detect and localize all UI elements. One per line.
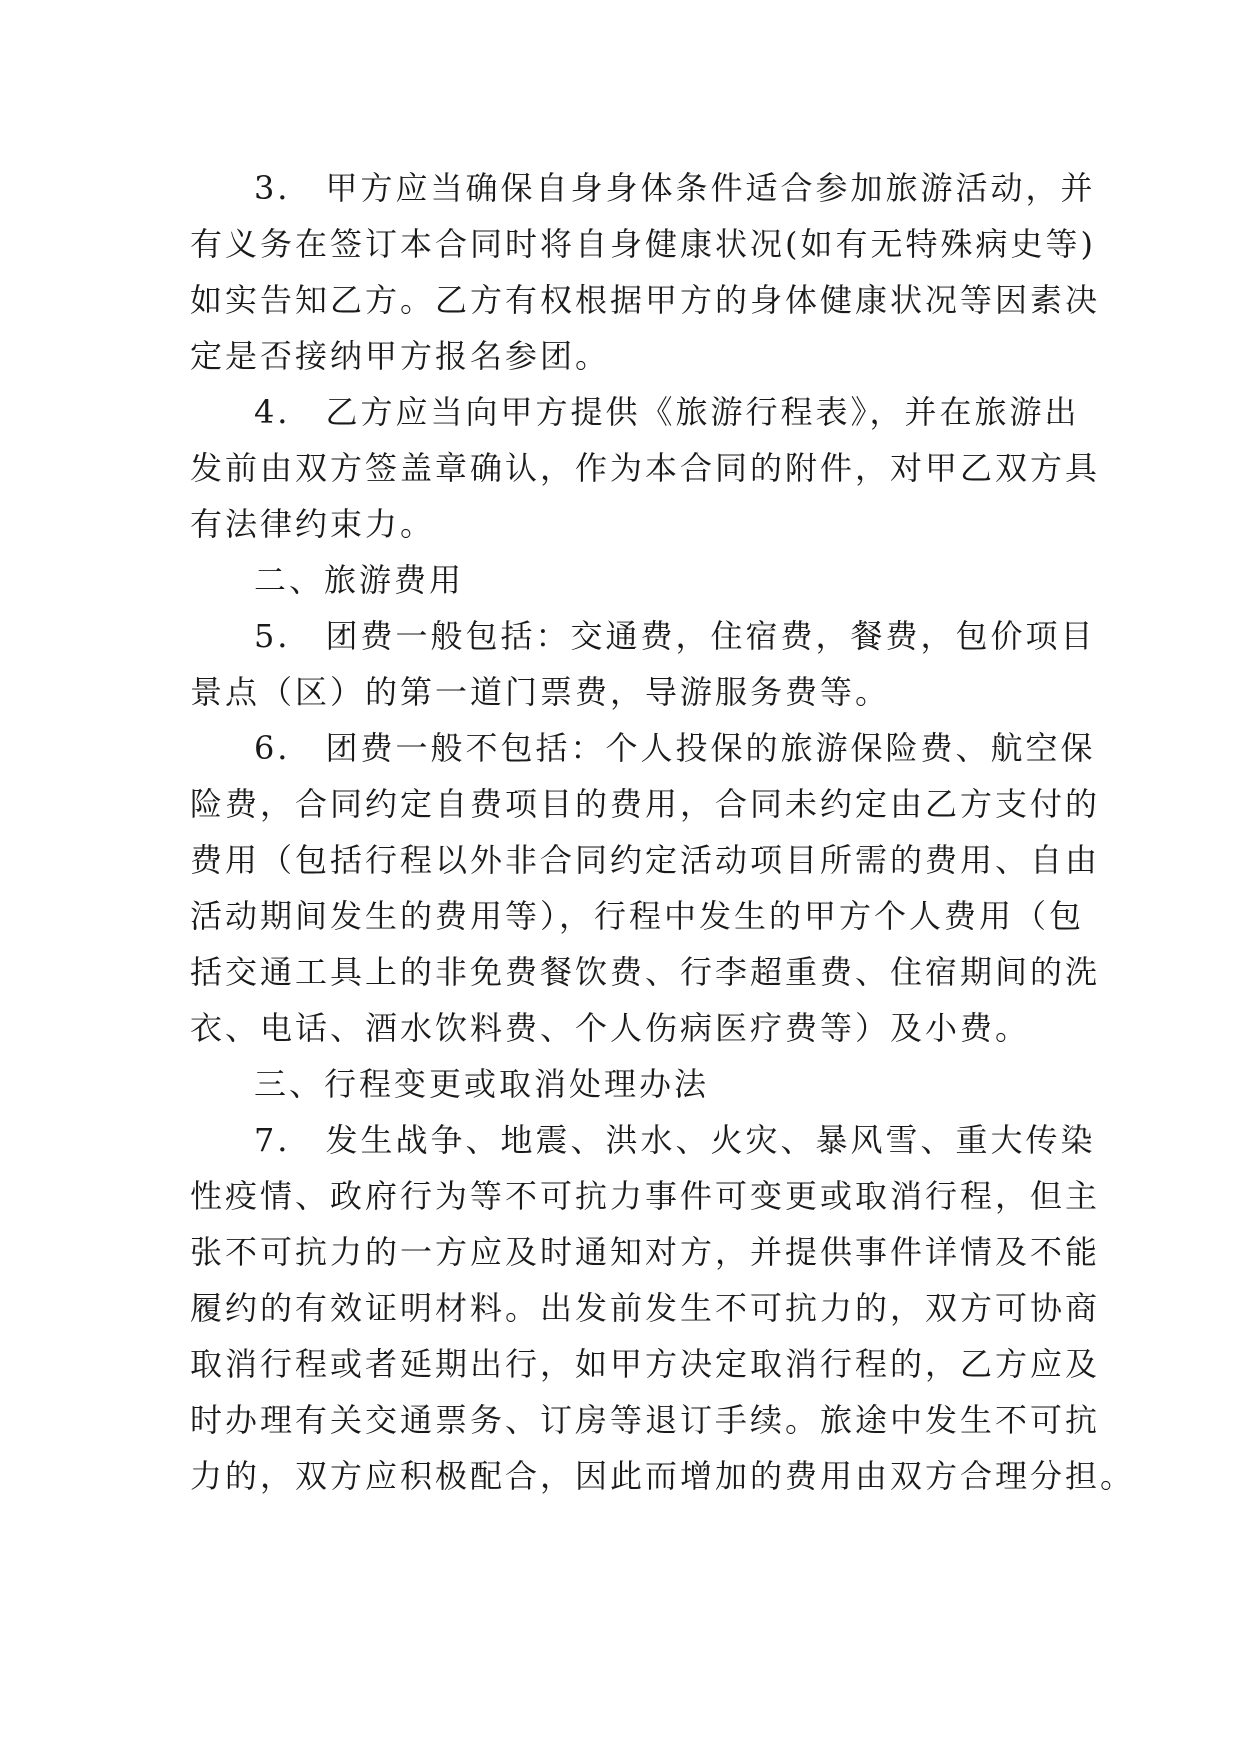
text-line: 有义务在签订本合同时将自身健康状况(如有无特殊病史等) <box>190 225 1096 263</box>
text-line: 如实告知乙方。乙方有权根据甲方的身体健康状况等因素决 <box>190 281 1101 319</box>
text-line: 性疫情、政府行为等不可抗力事件可变更或取消行程，但主 <box>190 1177 1101 1215</box>
document-body <box>190 160 1136 1504</box>
text-line: 发前由双方签盖章确认，作为本合同的附件，对甲乙双方具 <box>190 449 1101 487</box>
text-line: 定是否接纳甲方报名参团。 <box>190 337 611 375</box>
text-line: 3． 甲方应当确保自身身体条件适合参加旅游活动，并 <box>254 169 1096 207</box>
text-line: 活动期间发生的费用等），行程中发生的甲方个人费用（包 <box>190 897 1085 935</box>
text-line: 景点（区）的第一道门票费，导游服务费等。 <box>190 673 891 711</box>
text-line: 括交通工具上的非免费餐饮费、行李超重费、住宿期间的洗 <box>190 953 1101 991</box>
section-heading: 三、行程变更或取消处理办法 <box>254 1065 710 1103</box>
text-line: 险费，合同约定自费项目的费用，合同未约定由乙方支付的 <box>190 785 1101 823</box>
text-line: 7． 发生战争、地震、洪水、火灾、暴风雪、重大传染 <box>254 1121 1096 1159</box>
text-line: 时办理有关交通票务、订房等退订手续。旅途中发生不可抗 <box>190 1401 1101 1439</box>
text-line: 取消行程或者延期出行，如甲方决定取消行程的，乙方应及 <box>190 1345 1101 1383</box>
section-heading: 二、旅游费用 <box>254 561 465 599</box>
text-line: 衣、电话、酒水饮料费、个人伤病医疗费等）及小费。 <box>190 1009 1031 1047</box>
text-line: 张不可抗力的一方应及时通知对方，并提供事件详情及不能 <box>190 1233 1101 1271</box>
text-line: 履约的有效证明材料。出发前发生不可抗力的，双方可协商 <box>190 1289 1101 1327</box>
text-line: 力的，双方应积极配合，因此而增加的费用由双方合理分担。 <box>190 1457 1136 1495</box>
text-line: 5． 团费一般包括：交通费，住宿费，餐费，包价项目 <box>254 617 1096 655</box>
text-line: 费用（包括行程以外非合同约定活动项目所需的费用、自由 <box>190 841 1101 879</box>
text-line: 有法律约束力。 <box>190 505 436 543</box>
text-line: 4． 乙方应当向甲方提供《旅游行程表》，并在旅游出 <box>254 393 1080 431</box>
text-line: 6． 团费一般不包括：个人投保的旅游保险费、航空保 <box>254 729 1096 767</box>
